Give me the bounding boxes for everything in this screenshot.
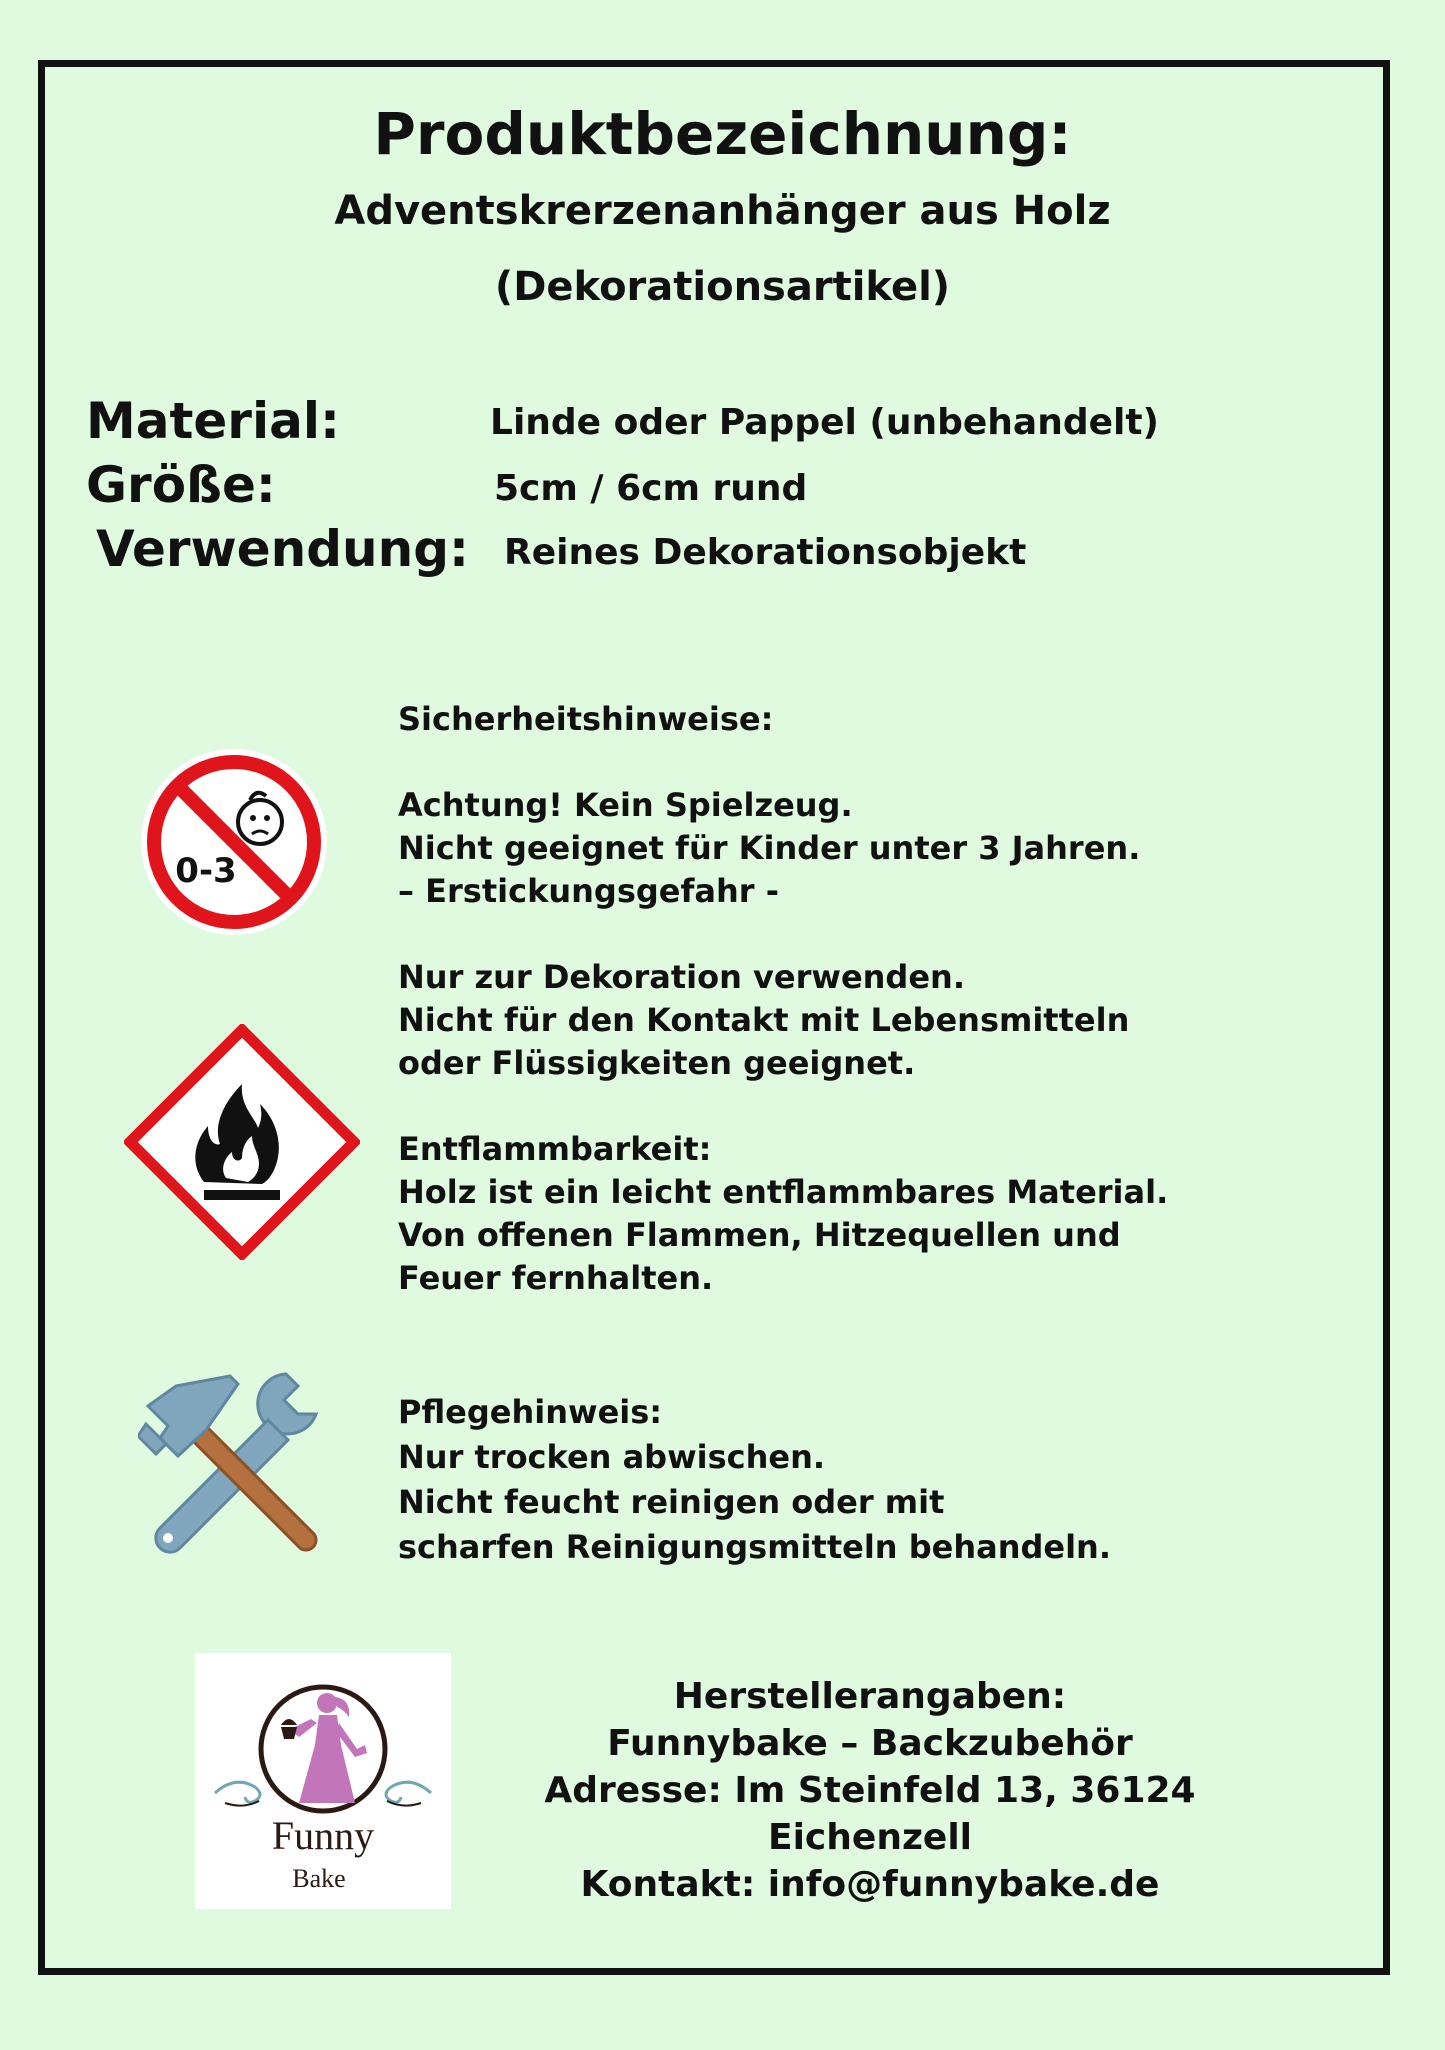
care-line: Nicht feucht reinigen oder mit: [398, 1483, 945, 1521]
size-label: Größe:: [86, 456, 276, 514]
logo-graphic: [195, 1653, 451, 1909]
age-range-label: 0-3: [175, 851, 237, 891]
product-category: (Dekorationsartikel): [494, 264, 951, 310]
usage-label: Verwendung:: [96, 520, 469, 578]
hammer-wrench-icon: [138, 1366, 330, 1558]
manufacturer-heading: Herstellerangaben:: [673, 1676, 1067, 1717]
funnybake-logo: [195, 1653, 451, 1909]
child-warning-line: Nicht geeignet für Kinder unter 3 Jahren.: [398, 829, 1141, 867]
care-line: Nur trocken abwischen.: [398, 1438, 826, 1476]
child-warning-line: – Erstickungsgefahr -: [398, 872, 779, 910]
flammability-line: Holz ist ein leicht entflammbares Material.: [398, 1173, 1169, 1211]
care-line: scharfen Reinigungsmitteln behandeln.: [398, 1528, 1111, 1566]
product-name: Adventskrerzenanhänger aus Holz: [334, 188, 1111, 234]
flammability-line: Feuer fernhalten.: [398, 1259, 714, 1297]
manufacturer-name: Funnybake – Backzubehör: [607, 1723, 1133, 1764]
page-title: Produktbezeichnung:: [373, 100, 1072, 168]
material-label: Material:: [86, 392, 340, 450]
manufacturer-city: Eichenzell: [768, 1817, 972, 1858]
manufacturer-section: [540, 1673, 1200, 1908]
safety-heading: Sicherheitshinweise:: [398, 700, 774, 738]
decoration-note-line: Nur zur Dekoration verwenden.: [398, 958, 965, 996]
decoration-note-line: Nicht für den Kontakt mit Lebensmitteln: [398, 1001, 1130, 1039]
flammability-line: Entflammbarkeit:: [398, 1130, 712, 1168]
manufacturer-contact: Kontakt: info@funnybake.de: [580, 1864, 1160, 1905]
logo-text-bake: Bake: [292, 1864, 346, 1893]
care-line: Pflegehinweis:: [398, 1393, 663, 1431]
care-section: [398, 1390, 1111, 1570]
flammability-line: Von offenen Flammen, Hitzequellen und: [398, 1216, 1121, 1254]
no-children-under-3-icon: [138, 746, 330, 938]
logo-text-funny: Funny: [271, 1813, 375, 1858]
flammable-hazard-icon: [124, 1024, 360, 1260]
material-value: Linde oder Pappel (unbehandelt): [490, 402, 1160, 443]
size-value: 5cm / 6cm rund: [494, 468, 808, 509]
safety-section: [398, 698, 1168, 1300]
child-warning-line: Achtung! Kein Spielzeug.: [398, 786, 853, 824]
decoration-note-line: oder Flüssigkeiten geeignet.: [398, 1044, 916, 1082]
usage-value: Reines Dekorationsobjekt: [504, 532, 1027, 573]
manufacturer-address: Adresse: Im Steinfeld 13, 36124: [544, 1770, 1196, 1811]
